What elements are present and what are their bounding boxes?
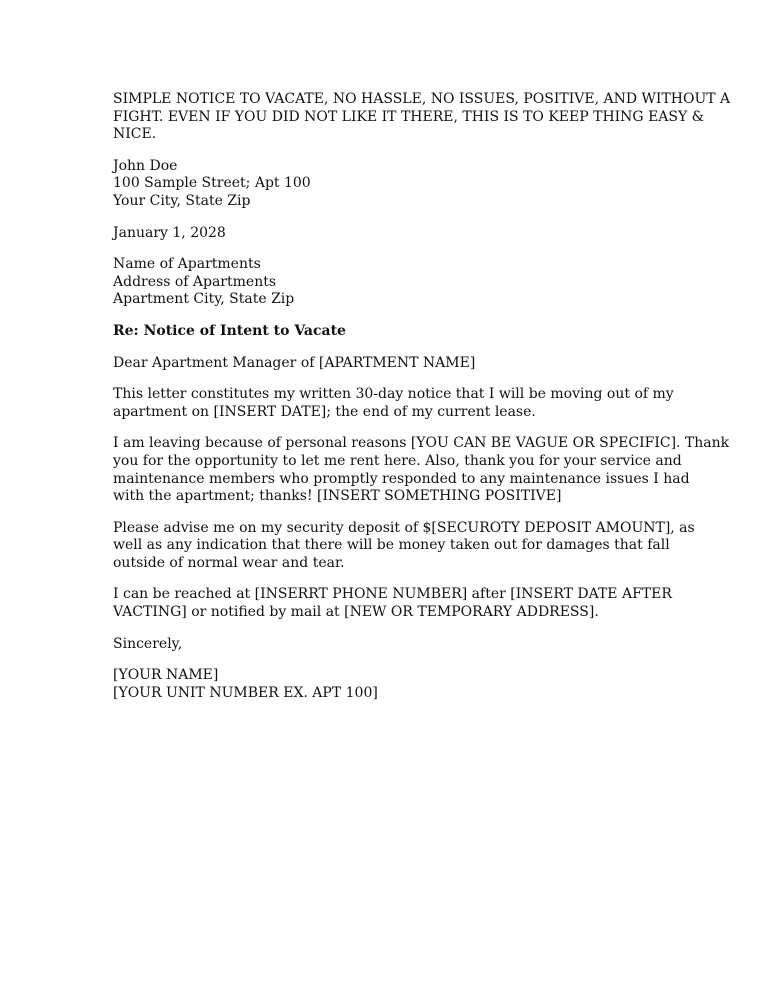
recipient-address-line: Address of Apartments xyxy=(113,273,277,290)
body-paragraph-3 xyxy=(113,519,695,573)
intro-note xyxy=(113,91,731,144)
intro-line: FIGHT. EVEN IF YOU DID NOT LIKE IT THERE, THIS IS TO KEEP THING EASY & xyxy=(113,108,705,125)
body-line: you for the opportunity to let me rent here. Also, thank you for your service and xyxy=(113,452,682,469)
body-line: I can be reached at [INSERRT PHONE NUMBER] after [INSERT DATE AFTER xyxy=(113,586,672,603)
body-line: I am leaving because of personal reasons [YOU CAN BE VAGUE OR SPECIFIC]. Thank xyxy=(113,435,730,452)
date-text: January 1, 2028 xyxy=(113,224,226,241)
closing-text: Sincerely, xyxy=(113,635,183,652)
body-line: Please advise me on my security deposit of $[SECUROTY DEPOSIT AMOUNT], as xyxy=(113,519,695,536)
sender-address xyxy=(113,158,653,211)
salutation-text: Dear Apartment Manager of [APARTMENT NAME] xyxy=(113,354,476,371)
letter-date xyxy=(113,225,653,243)
intro-line: NICE. xyxy=(113,126,157,143)
recipient-name: Name of Apartments xyxy=(113,256,261,273)
sender-street: 100 Sample Street; Apt 100 xyxy=(113,175,311,192)
signature-name: [YOUR NAME] xyxy=(113,667,219,684)
body-line: well as any indication that there will be money taken out for damages that fall xyxy=(113,537,670,554)
recipient-address xyxy=(113,256,653,309)
body-paragraph-4 xyxy=(113,586,672,621)
body-line: maintenance members who promptly responded to any maintenance issues I had xyxy=(113,470,690,487)
subject-text: Re: Notice of Intent to Vacate xyxy=(113,322,346,339)
intro-line: SIMPLE NOTICE TO VACATE, NO HASSLE, NO ISSUES, POSITIVE, AND WITHOUT A xyxy=(113,91,731,107)
subject-line xyxy=(113,323,653,341)
body-line: with the apartment; thanks! [INSERT SOMETHING POSITIVE] xyxy=(113,488,562,505)
closing xyxy=(113,636,653,654)
salutation xyxy=(113,355,653,373)
body-paragraph-2 xyxy=(113,435,730,505)
body-paragraph-1 xyxy=(113,386,674,421)
signature-unit: [YOUR UNIT NUMBER EX. APT 100] xyxy=(113,684,378,701)
body-line: VACTING] or notified by mail at [NEW OR TEMPORARY ADDRESS]. xyxy=(113,604,599,621)
signature-block xyxy=(113,667,653,702)
body-line: apartment on [INSERT DATE]; the end of my current lease. xyxy=(113,403,536,420)
letter-page xyxy=(113,91,731,716)
body-line: This letter constitutes my written 30-day notice that I will be moving out of my xyxy=(113,386,674,403)
sender-city: Your City, State Zip xyxy=(113,192,251,209)
sender-name: John Doe xyxy=(113,157,178,174)
body-line: outside of normal wear and tear. xyxy=(113,554,345,571)
recipient-city: Apartment City, State Zip xyxy=(113,291,295,308)
